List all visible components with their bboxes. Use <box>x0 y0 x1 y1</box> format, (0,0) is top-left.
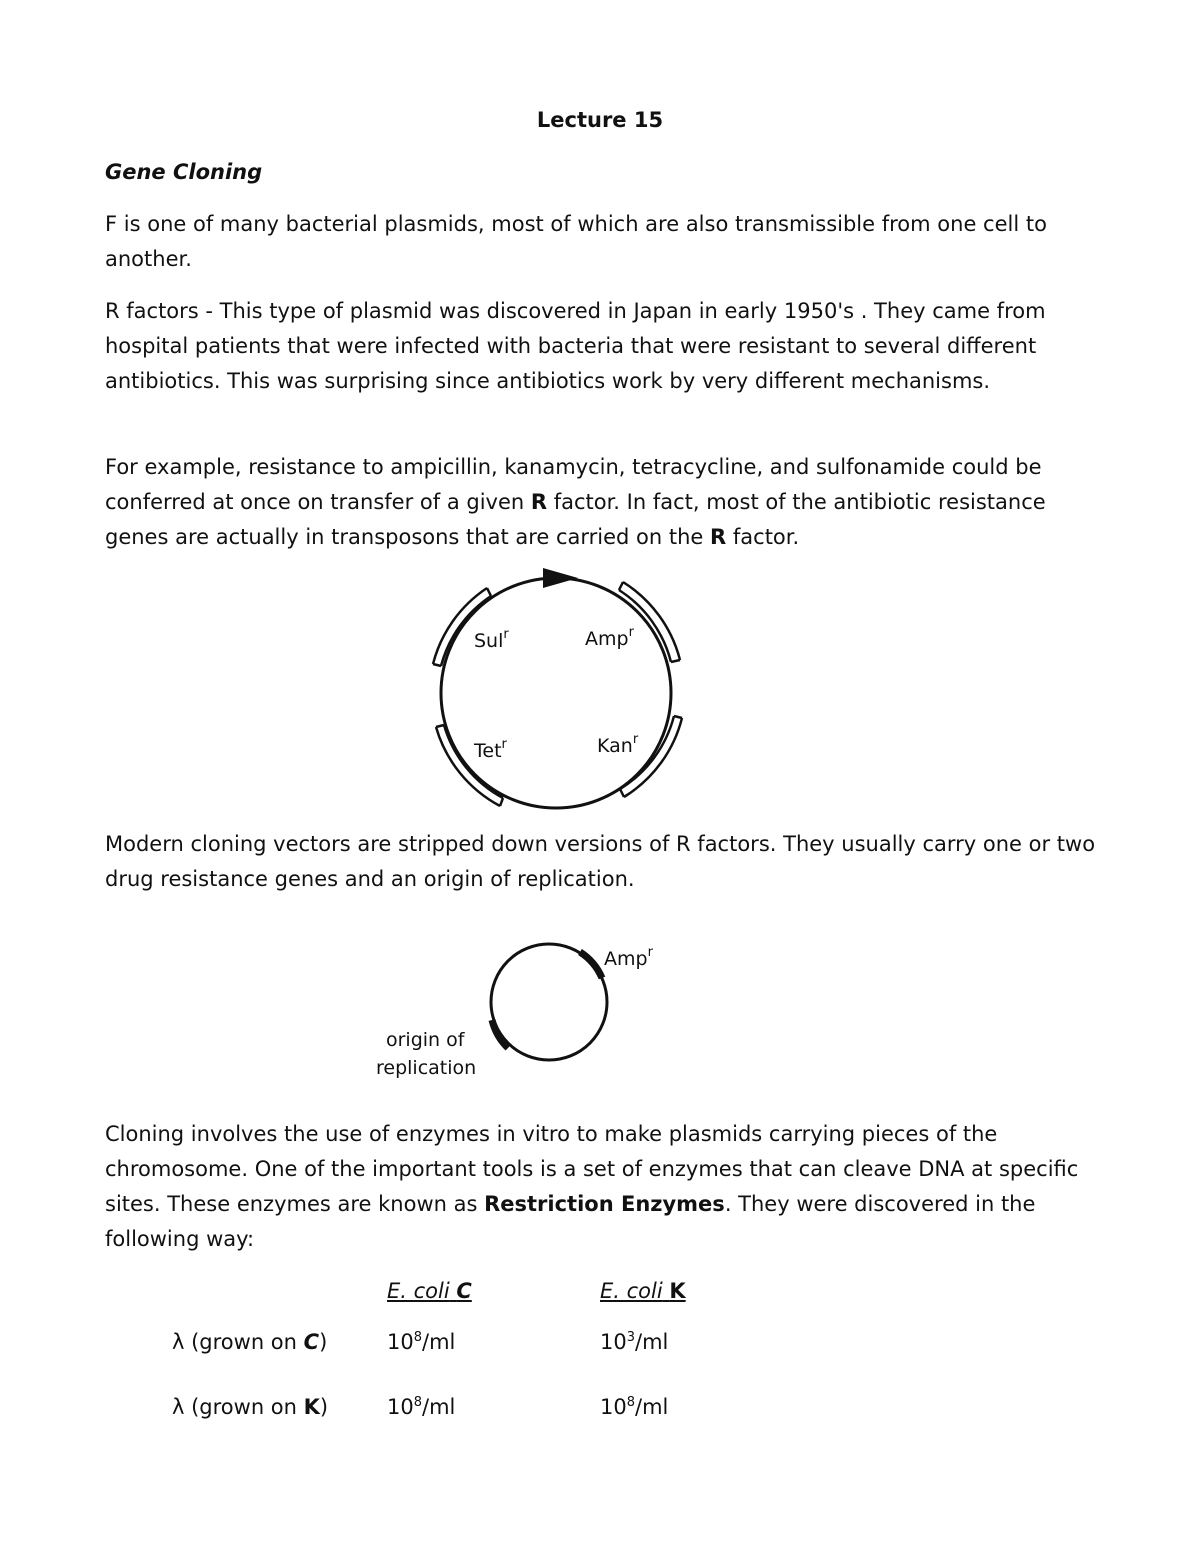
cell-k-on-k: $10^8/ml$ <box>600 1395 669 1419</box>
plasmid-circle <box>441 578 671 808</box>
vector-amp-label: Amp$^r$ <box>604 945 653 970</box>
paragraph-restriction-enzymes <box>105 1117 1105 1257</box>
transposon-arcs <box>433 582 682 806</box>
paragraph-r-factors: R factors - This type of plasmid was discovered in Japan in early 1950's . They came from hospital patients that were infected with bacteria that were resistant to several different antibiotics. This was surprising since antibiotics work by very different mechanisms. <box>105 299 1046 393</box>
vector-circle <box>491 944 607 1060</box>
row-label-grown-on-c: λ (grown on C) <box>172 1330 328 1354</box>
restriction-enzymes-term: Restriction Enzymes <box>484 1192 725 1216</box>
cloning-text-a: Cloning involves the use of enzymes in vitro to make plasmids carrying pieces of the chromosome. One of the important tools is a set of enzymes that can cleave DNA at specific sites. These enzymes are known as <box>105 1122 1079 1216</box>
amp-gene-arc <box>580 952 602 978</box>
example-text-c: factor. In fact, most of the antibiotic resistance genes are actually in transposons that are carried on the <box>105 490 1046 549</box>
direction-arrow-icon <box>543 568 578 588</box>
lecture-title: Lecture 15 <box>536 108 664 132</box>
origin-label-line2: replication <box>376 1057 477 1079</box>
cell-c-on-c: $10^8/ml$ <box>387 1330 456 1354</box>
cell-k-on-c: $10^8/ml$ <box>387 1395 456 1419</box>
paragraph-cloning-vectors: Modern cloning vectors are stripped down versions of R factors. They usually carry one or two drug resistance genes and an origin of replication. <box>105 832 1096 891</box>
cloning-text-c: . They were discovered in the following way: <box>105 1192 1036 1251</box>
example-text-a: For example, resistance to ampicillin, kanamycin, tetracycline, and sulfonamide could be conferred at once on transfer of a given <box>105 455 1042 514</box>
origin-arc <box>492 1020 508 1048</box>
bold-r-2: R <box>710 525 727 549</box>
f-letter: F <box>105 212 118 236</box>
paragraph-f-plasmid <box>105 207 1105 277</box>
kan-label: Kan$^r$ <box>597 732 639 757</box>
sul-label: Sul$^r$ <box>474 627 509 652</box>
col-header-ecoli-k: E. coli K <box>600 1279 686 1303</box>
paragraph-resistance-example <box>105 450 1105 555</box>
origin-label-line1: origin of <box>386 1029 465 1051</box>
col-header-ecoli-c: E. coli C <box>387 1279 472 1303</box>
row-label-grown-on-k: λ (grown on K) <box>172 1395 329 1419</box>
cell-c-on-k: $10^3/ml$ <box>600 1330 669 1354</box>
f-plasmid-text: is one of many bacterial plasmids, most of which are also transmissible from one cell to another. <box>105 212 1047 271</box>
tet-label: Tet$^r$ <box>474 737 507 762</box>
bold-r-1: R <box>530 490 548 514</box>
section-heading: Gene Cloning <box>105 160 263 184</box>
example-text-e: factor. <box>726 525 800 549</box>
amp-label: Amp$^r$ <box>585 625 634 650</box>
